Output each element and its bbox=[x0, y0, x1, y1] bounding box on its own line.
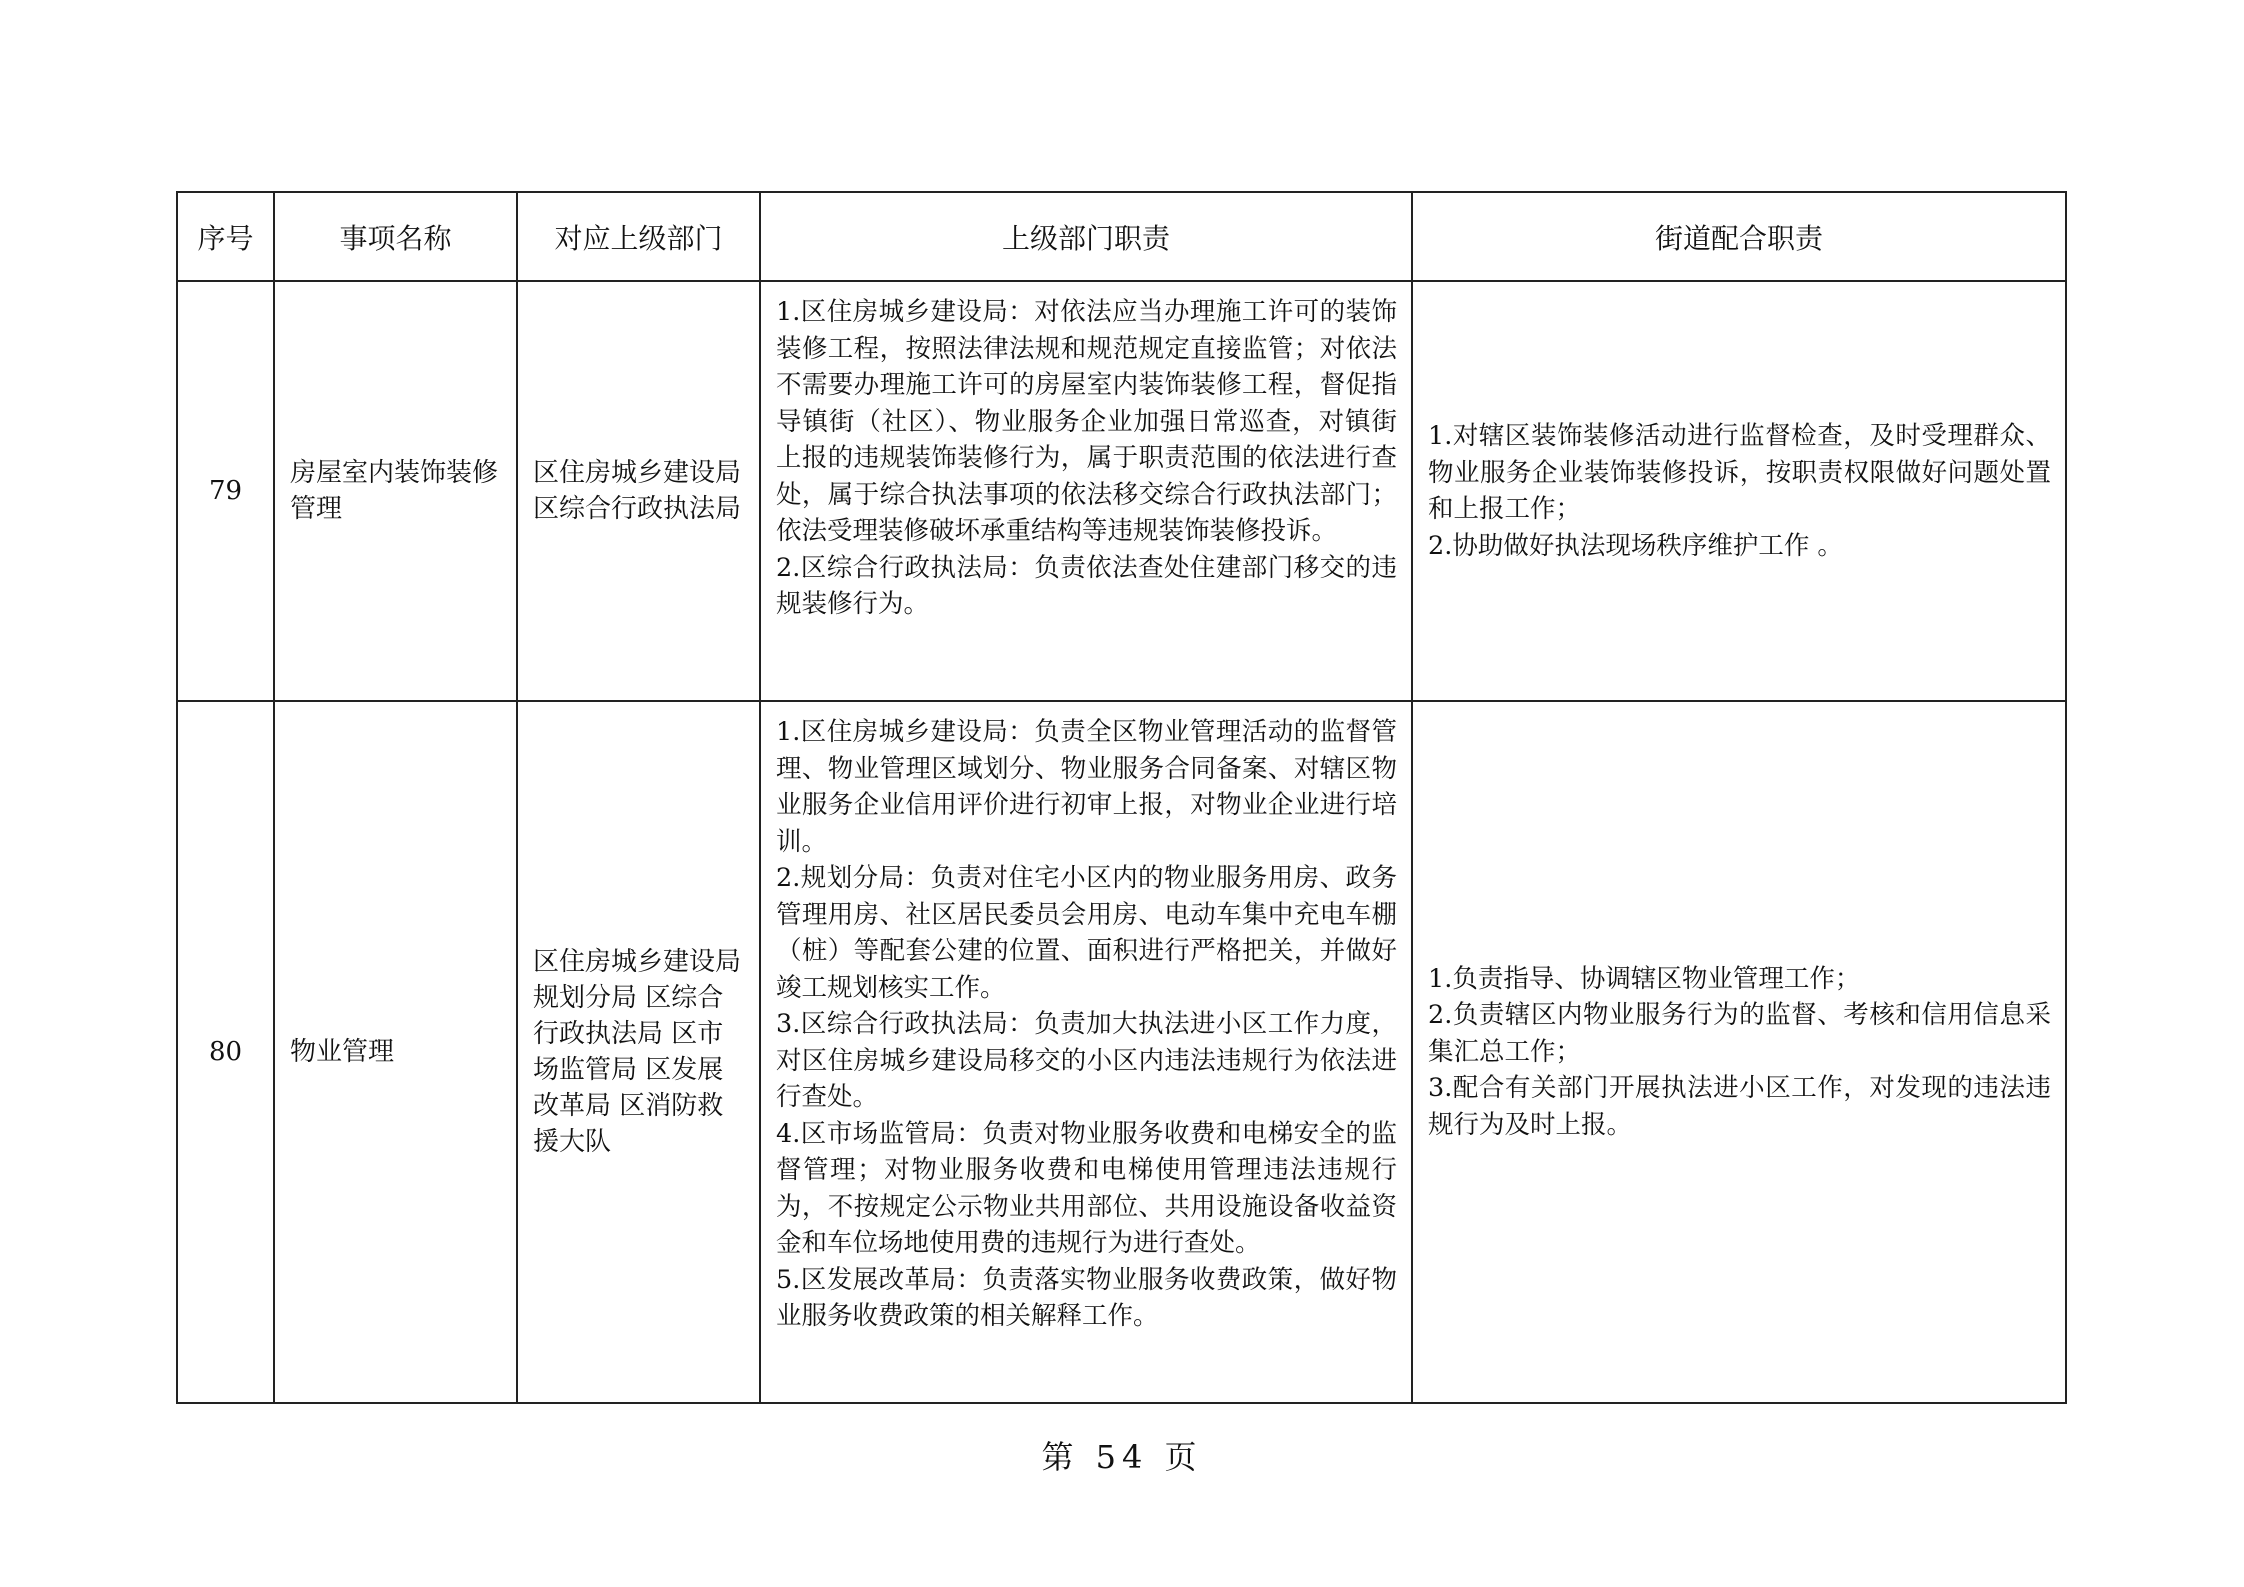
row-item-name: 房屋室内装饰装修管理 bbox=[274, 281, 517, 701]
duty-paragraph: 3.区综合行政执法局：负责加大执法进小区工作力度，对区住房城乡建设局移交的小区内违法违规行为依法进行查处。 bbox=[776, 1009, 1397, 1112]
row-superior-dept: 区住房城乡建设局 规划分局 区综合行政执法局 区市场监管局 区发展改革局 区消防救援大队 bbox=[517, 701, 760, 1403]
table-row bbox=[177, 701, 2066, 1403]
row-superior-duty bbox=[760, 281, 1412, 701]
street-paragraph: 1.对辖区装饰装修活动进行监督检查，及时受理群众、物业服务企业装饰装修投诉，按职责权限做好问题处置和上报工作； bbox=[1428, 421, 2051, 524]
header-item-name: 事项名称 bbox=[274, 192, 517, 281]
duty-paragraph: 1.区住房城乡建设局：负责全区物业管理活动的监督管理、物业管理区域划分、物业服务合同备案、对辖区物业服务企业信用评价进行初审上报，对物业企业进行培训。 bbox=[776, 717, 1397, 857]
street-paragraph: 1.负责指导、协调辖区物业管理工作； bbox=[1428, 963, 1861, 994]
header-superior-dept: 对应上级部门 bbox=[517, 192, 760, 281]
row-street-duty bbox=[1412, 281, 2066, 701]
table-row bbox=[177, 281, 2066, 701]
row-superior-duty bbox=[760, 701, 1412, 1403]
row-seq: 79 bbox=[177, 281, 274, 701]
duty-paragraph: 4.区市场监管局：负责对物业服务收费和电梯安全的监督管理；对物业服务收费和电梯使用管理违法违规行为，不按规定公示物业共用部位、共用设施设备收益资金和车位场地使用费的违规行为进行查处。 bbox=[776, 1118, 1397, 1258]
duty-paragraph: 1.区住房城乡建设局：对依法应当办理施工许可的装饰装修工程，按照法律法规和规范规定直接监管；对依法不需要办理施工许可的房屋室内装饰装修工程，督促指导镇街（社区）、物业服务企业加强日常巡查，对镇街上报的违规装饰装修行为，属于职责范围的依法进行查处，属于综合执法事项的依法移交综合行政执法部门；依法受理装修破坏承重结构等违规装饰装修投诉。 bbox=[776, 297, 1397, 546]
street-paragraph: 2.协助做好执法现场秩序维护工作 。 bbox=[1428, 530, 1843, 561]
row-item-name: 物业管理 bbox=[274, 701, 517, 1403]
page-number: 第 54 页 bbox=[1041, 1438, 1203, 1476]
duty-paragraph: 2.规划分局：负责对住宅小区内的物业服务用房、政务管理用房、社区居民委员会用房、电动车集中充电车棚（桩）等配套公建的位置、面积进行严格把关，并做好竣工规划核实工作。 bbox=[776, 863, 1397, 1003]
duty-paragraph: 5.区发展改革局：负责落实物业服务收费政策，做好物业服务收费政策的相关解释工作。 bbox=[776, 1264, 1397, 1331]
responsibility-table bbox=[176, 191, 2067, 1404]
header-street-duty: 街道配合职责 bbox=[1412, 192, 2066, 281]
table-header-row bbox=[177, 192, 2066, 281]
row-street-duty bbox=[1412, 701, 2066, 1403]
row-seq: 80 bbox=[177, 701, 274, 1403]
street-paragraph: 2.负责辖区内物业服务行为的监督、考核和信用信息采集汇总工作； bbox=[1428, 1000, 2051, 1067]
row-superior-dept: 区住房城乡建设局 区综合行政执法局 bbox=[517, 281, 760, 701]
header-seq: 序号 bbox=[177, 192, 274, 281]
header-superior-duty: 上级部门职责 bbox=[760, 192, 1412, 281]
street-paragraph: 3.配合有关部门开展执法进小区工作，对发现的违法违规行为及时上报。 bbox=[1428, 1073, 2051, 1140]
duty-paragraph: 2.区综合行政执法局：负责依法查处住建部门移交的违规装修行为。 bbox=[776, 552, 1397, 619]
